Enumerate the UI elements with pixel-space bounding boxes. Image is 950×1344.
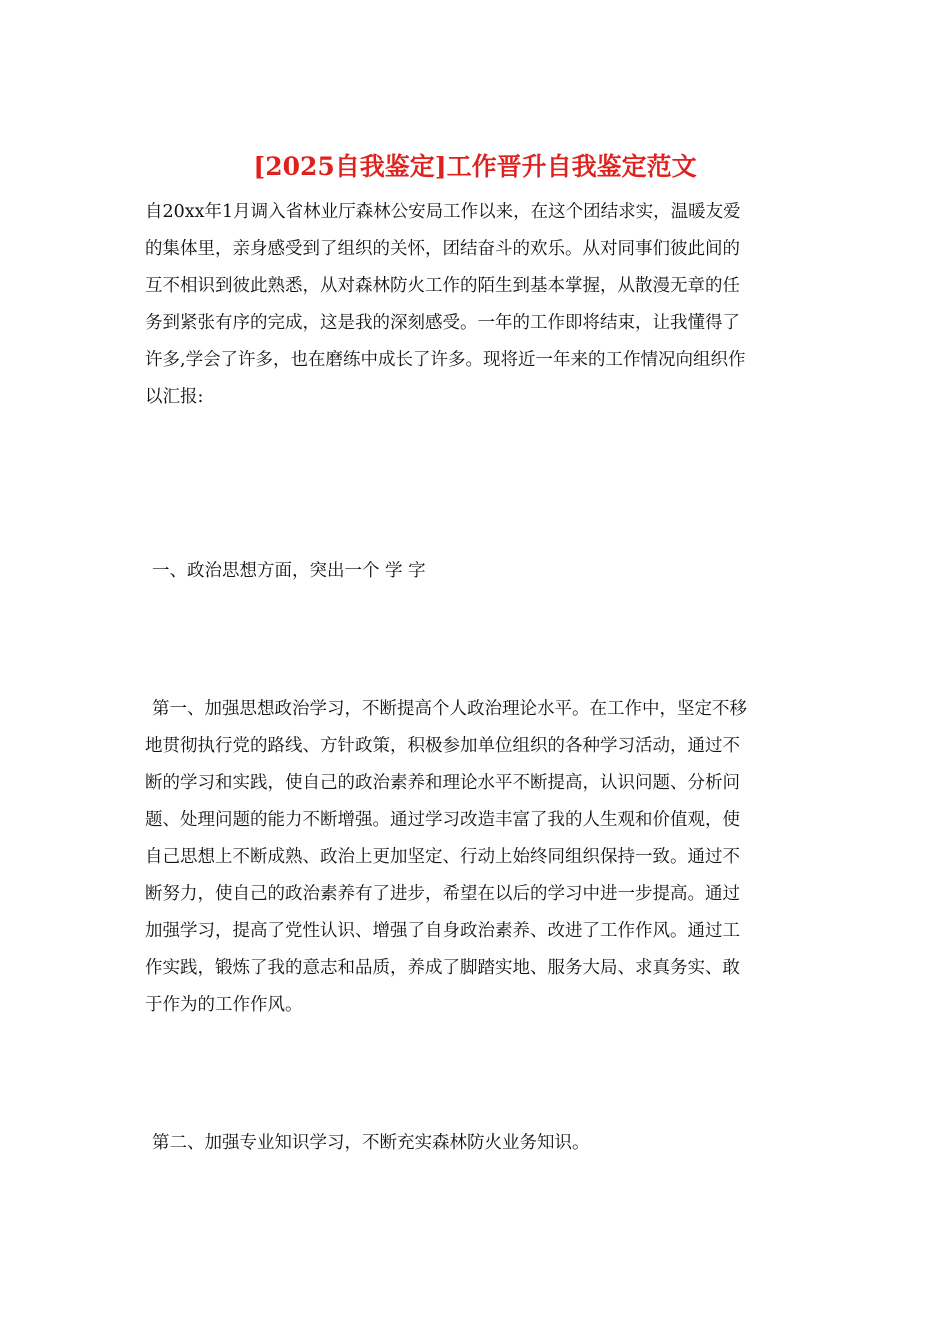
paragraph-line: 题、处理问题的能力不断增强。通过学习改造丰富了我的人生观和价值观，使 (145, 810, 740, 830)
paragraph-line: 于作为的工作作风。 (145, 995, 303, 1015)
paragraph-line: 地贯彻执行党的路线、方针政策，积极参加单位组织的各种学习活动，通过不 (145, 736, 740, 756)
document-title: [2025自我鉴定]工作晋升自我鉴定范文 (253, 152, 697, 181)
paragraph-line: 加强学习，提高了党性认识、增强了自身政治素养、改进了工作作风。通过工 (145, 921, 740, 941)
intro-line: 务到紧张有序的完成，这是我的深刻感受。一年的工作即将结束，让我懂得了 (145, 313, 740, 333)
point-two-heading: 第二、加强专业知识学习，不断充实森林防火业务知识。 (152, 1133, 590, 1153)
intro-line: 自20xx年1月调入省林业厅森林公安局工作以来，在这个团结求实，温暖友爱 (145, 202, 741, 222)
paragraph-line: 第一、加强思想政治学习，不断提高个人政治理论水平。在工作中，坚定不移 (152, 699, 747, 719)
intro-line: 许多,学会了许多，也在磨练中成长了许多。现将近一年来的工作情况向组织作 (145, 350, 746, 370)
intro-line: 互不相识到彼此熟悉，从对森林防火工作的陌生到基本掌握，从散漫无章的任 (145, 276, 740, 296)
paragraph-line: 自己思想上不断成熟、政治上更加坚定、行动上始终同组织保持一致。通过不 (145, 847, 740, 867)
intro-line: 的集体里，亲身感受到了组织的关怀，团结奋斗的欢乐。从对同事们彼此间的 (145, 239, 740, 259)
paragraph-line: 断的学习和实践，使自己的政治素养和理论水平不断提高，认识问题、分析问 (145, 773, 740, 793)
paragraph-line: 断努力，使自己的政治素养有了进步，希望在以后的学习中进一步提高。通过 (145, 884, 740, 904)
intro-line: 以汇报: (145, 387, 204, 407)
paragraph-line: 作实践，锻炼了我的意志和品质，养成了脚踏实地、服务大局、求真务实、敢 (145, 958, 740, 978)
section-heading: 一、政治思想方面，突出一个 学 字 (152, 561, 426, 581)
